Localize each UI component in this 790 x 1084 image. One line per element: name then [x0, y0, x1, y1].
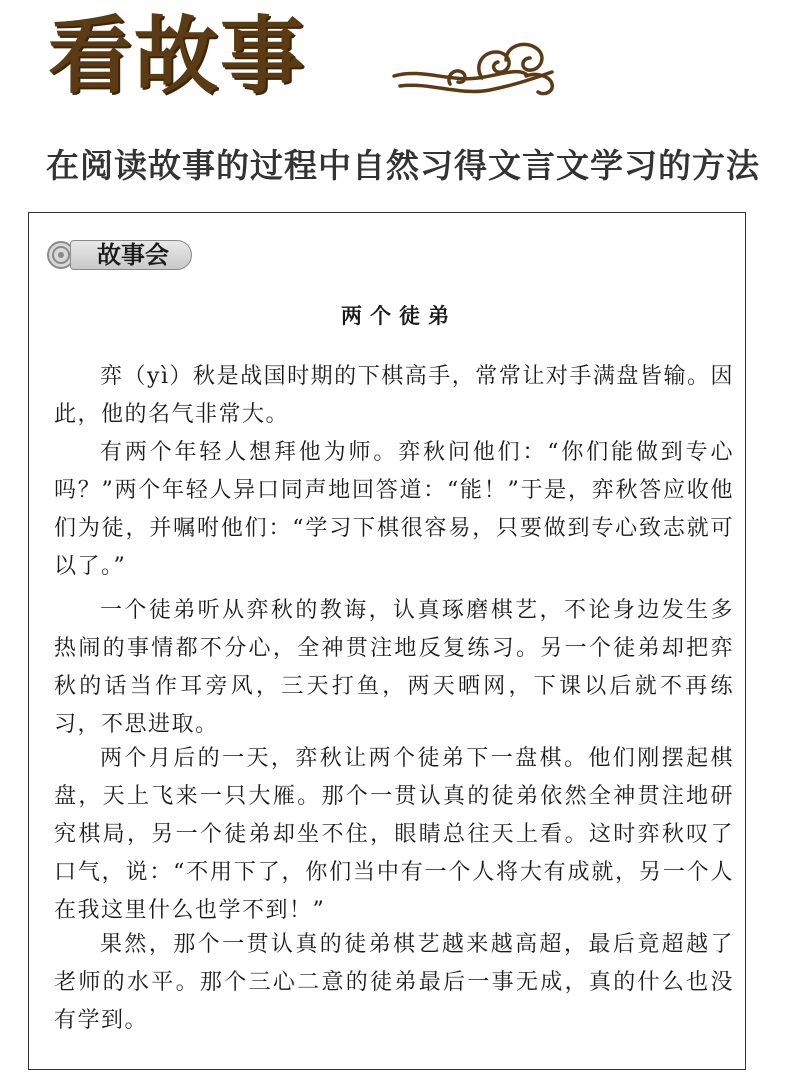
- page-subtitle: 在阅读故事的过程中自然习得文言文学习的方法: [46, 146, 760, 185]
- story-title: 两个徒弟: [341, 303, 457, 328]
- section-label: 故事会: [70, 240, 192, 270]
- story-paragraph: 弈（yì）秋是战国时期的下棋高手，常常让对手满盘皆输。因此，他的名气非常大。: [54, 364, 734, 427]
- auspicious-cloud-icon: [390, 38, 560, 108]
- page-title: 看故事: [48, 7, 307, 105]
- story-paragraph: 两个月后的一天，弈秋让两个徒弟下一盘棋。他们刚摆起棋盘，天上飞来一只大雁。那个一贯认真的徒弟依然全神贯注地研究棋局，另一个徒弟却坐不住，眼睛总往天上看。这时弈秋叹了口气，说：“不用下了，你们当中有一个人将大有成就，另一个人在我这里什么也学不到！”: [54, 746, 734, 923]
- story-paragraph: 有两个年轻人想拜他为师。弈秋问他们：“你们能做到专心吗？”两个年轻人异口同声地回答道：“能！”于是，弈秋答应收他们为徒，并嘱咐他们：“学习下棋很容易，只要做到专心致志就可以了。”: [54, 440, 734, 579]
- story-paragraph: 一个徒弟听从弈秋的教诲，认真琢磨棋艺，不论身边发生多热闹的事情都不分心，全神贯注地反复练习。另一个徒弟却把弈秋的话当作耳旁风，三天打鱼，两天晒网，下课以后就不再练习，不思进取。: [54, 598, 734, 737]
- story-paragraph: 果然，那个一贯认真的徒弟棋艺越来越高超，最后竟超越了老师的水平。那个三心二意的徒弟最后一事无成，真的什么也没有学到。: [54, 932, 734, 1033]
